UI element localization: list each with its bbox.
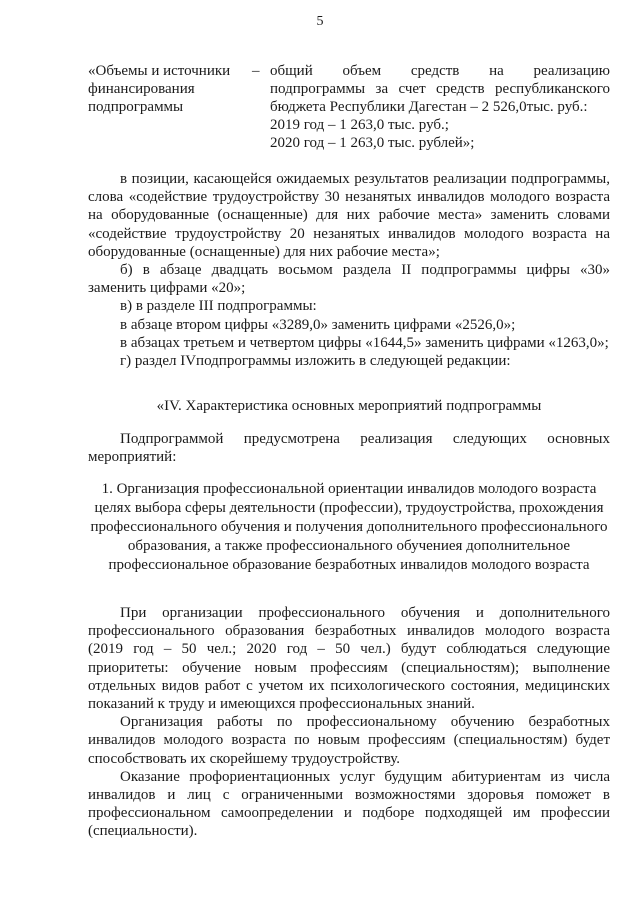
amendment-paragraph: в абзацах третьем и четвертом цифры «1644,5» заменить цифрами «1263,0»; — [120, 334, 609, 351]
body-paragraph: Организация работы по профессиональному обучению безработных инвалидов молодого возраста по новым профессиям (специальностям) будет способствовать их скорейшему трудоустройству. — [88, 714, 610, 767]
intro-block — [88, 430, 610, 466]
measure-subheading: 1. Организация профессиональной ориентации инвалидов молодого возраста целях выбора сферы деятельности (профессии), трудоустройства, прохождения профессионального обучения и получения дополнительного профессионального образования, а также профессионального обучениея дополнительное профессиональное образование безработных инвалидов молодого возраста — [90, 481, 608, 573]
volumes-line: 2020 год – 1 263,0 тыс. рублей»; — [270, 135, 475, 151]
amendments-block — [88, 170, 610, 370]
body-block — [88, 604, 610, 841]
volumes-content — [270, 62, 610, 152]
amendment-paragraph: б) в абзаце двадцать восьмом раздела II подпрограммы цифры «30» заменить цифрами «20»; — [88, 262, 610, 297]
amendment-paragraph: г) раздел IVподпрограммы изложить в следующей редакции: — [120, 353, 511, 370]
amendment-paragraph: в позиции, касающейся ожидаемых результатов реализации подпрограммы, слова «содействие трудоустройству 30 незанятых инвалидов молодого возраста на оборудованные (оснащенные) для них рабочие места» заменить словами «содействие трудоустройству 20 незанятых инвалидов молодого возраста на оборудованные (оснащенные) для них рабочие места»; — [88, 171, 610, 260]
volumes-dash: – — [252, 63, 260, 79]
body-paragraph: При организации профессионального обучения и дополнительного профессионального образования безработных инвалидов молодого возраста (2019 год – 50 чел.; 2020 год – 50 чел.) будут соблюдаться следующие приоритеты: обучение новым профессиям (специальностям); выполнение отдельных видов работ с учетом их психологического состояния, медицинских показаний к труду и имеющихся профессиональных знаний. — [88, 605, 610, 713]
amendment-paragraph: в) в разделе III подпрограммы: — [120, 298, 317, 315]
page-number: 5 — [316, 14, 324, 29]
volumes-line: 2019 год – 1 263,0 тыс. руб.; — [270, 117, 449, 133]
amendment-paragraph: в абзаце втором цифры «3289,0» заменить цифрами «2526,0»; — [120, 316, 516, 333]
volumes-line: бюджета Республики Дагестан – 2 526,0тыс. руб.: — [270, 99, 588, 115]
volumes-line: подпрограммы за счет средств республиканского — [270, 81, 610, 97]
volumes-line: общий объем средств на реализацию — [270, 63, 610, 79]
intro-paragraph: Подпрограммой предусмотрена реализация следующих основных мероприятий: — [88, 431, 610, 466]
body-paragraph: Оказание профориентационных услуг будущим абитуриентам из числа инвалидов и лиц с ограниченными возможностями здоровья поможет в профессиональном самоопределении и подборе подходящей им профессии (специальности). — [88, 768, 610, 840]
section-heading: «IV. Характеристика основных мероприятий подпрограммы — [156, 398, 542, 414]
volumes-label: «Объемы и источники финансирования подпрограммы — [88, 63, 231, 115]
